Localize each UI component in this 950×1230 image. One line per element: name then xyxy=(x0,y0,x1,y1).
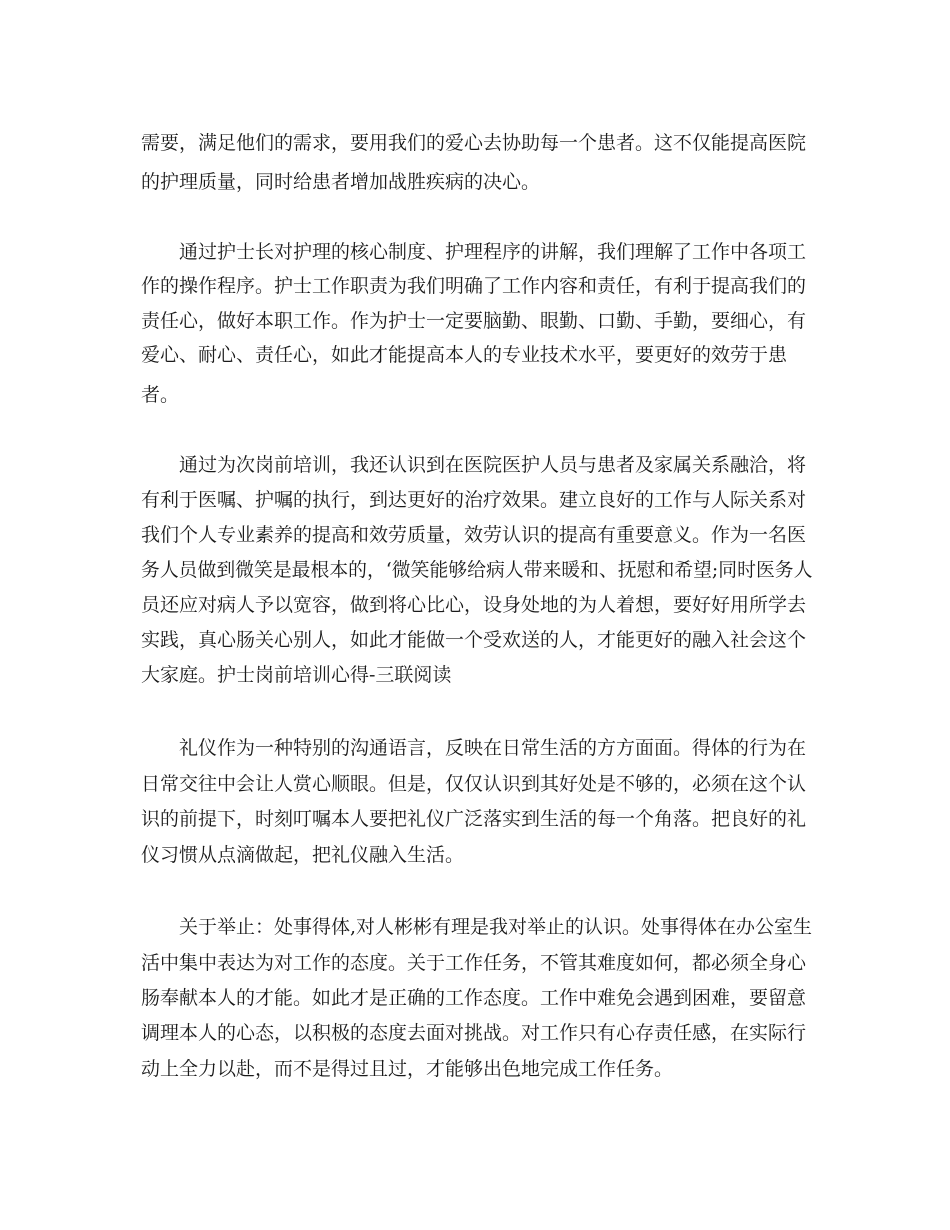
text-line: 务人员做到微笑是最根本的，‘微笑能够给病人带来暖和、抚慰和希望;同时医务人 xyxy=(141,559,813,581)
text-line: 活中集中表达为对工作的态度。关于工作任务，不管其难度如何，都必须全身心 xyxy=(141,952,807,974)
text-line: 作的操作程序。护士工作职责为我们明确了工作内容和责任，有利于提高我们的 xyxy=(141,275,807,297)
text-line: 实践，真心肠关心别人，如此才能做一个受欢送的人，才能更好的融入社会这个 xyxy=(141,629,807,651)
text-line: 大家庭。护士岗前培训心得-三联阅读 xyxy=(141,664,452,686)
text-line: 者。 xyxy=(141,384,180,406)
text-line: 关于举止：处事得体,对人彬彬有理是我对举止的认识。处事得体在办公室生 xyxy=(179,916,813,938)
text-line: 我们个人专业素养的提高和效劳质量，效劳认识的提高有重要意义。作为一名医 xyxy=(141,524,807,546)
text-line: 识的前提下，时刻叮嘱本人要把礼仪广泛落实到生活的每一个角落。把良好的礼 xyxy=(141,808,807,830)
text-line: 仪习惯从点滴做起，把礼仪融入生活。 xyxy=(141,844,465,866)
text-line: 通过为次岗前培训，我还认识到在医院医护人员与患者及家属关系融洽，将 xyxy=(179,454,807,476)
text-line: 肠奉献本人的才能。如此才是正确的工作态度。工作中难免会遇到困难，要留意 xyxy=(141,987,807,1009)
text-line: 员还应对病人予以宽容，做到将心比心，设身处地的为人着想，要好好用所学去 xyxy=(141,594,807,616)
text-line: 通过护士长对护理的核心制度、护理程序的讲解，我们理解了工作中各项工 xyxy=(179,241,807,263)
text-line: 调理本人的心态，以积极的态度去面对挑战。对工作只有心存责任感，在实际行 xyxy=(141,1022,807,1044)
text-line: 责任心，做好本职工作。作为护士一定要脑勤、眼勤、口勤、手勤，要细心，有 xyxy=(141,310,807,332)
text-line: 礼仪作为一种特别的沟通语言，反映在日常生活的方方面面。得体的行为在 xyxy=(179,737,807,759)
text-line: 需要，满足他们的需求，要用我们的爱心去协助每一个患者。这不仅能提高医院 xyxy=(141,132,807,154)
text-line: 爱心、耐心、责任心，如此才能提高本人的专业技术水平，要更好的效劳于患 xyxy=(141,344,788,366)
text-line: 动上全力以赴，而不是得过且过，才能够出色地完成工作任务。 xyxy=(141,1058,674,1080)
text-line: 有利于医嘱、护嘱的执行，到达更好的治疗效果。建立良好的工作与人际关系对 xyxy=(141,489,807,511)
text-line: 的护理质量，同时给患者增加战胜疾病的决心。 xyxy=(141,171,541,193)
text-line: 日常交往中会让人赏心顺眼。但是，仅仅认识到其好处是不够的，必须在这个认 xyxy=(141,773,807,795)
